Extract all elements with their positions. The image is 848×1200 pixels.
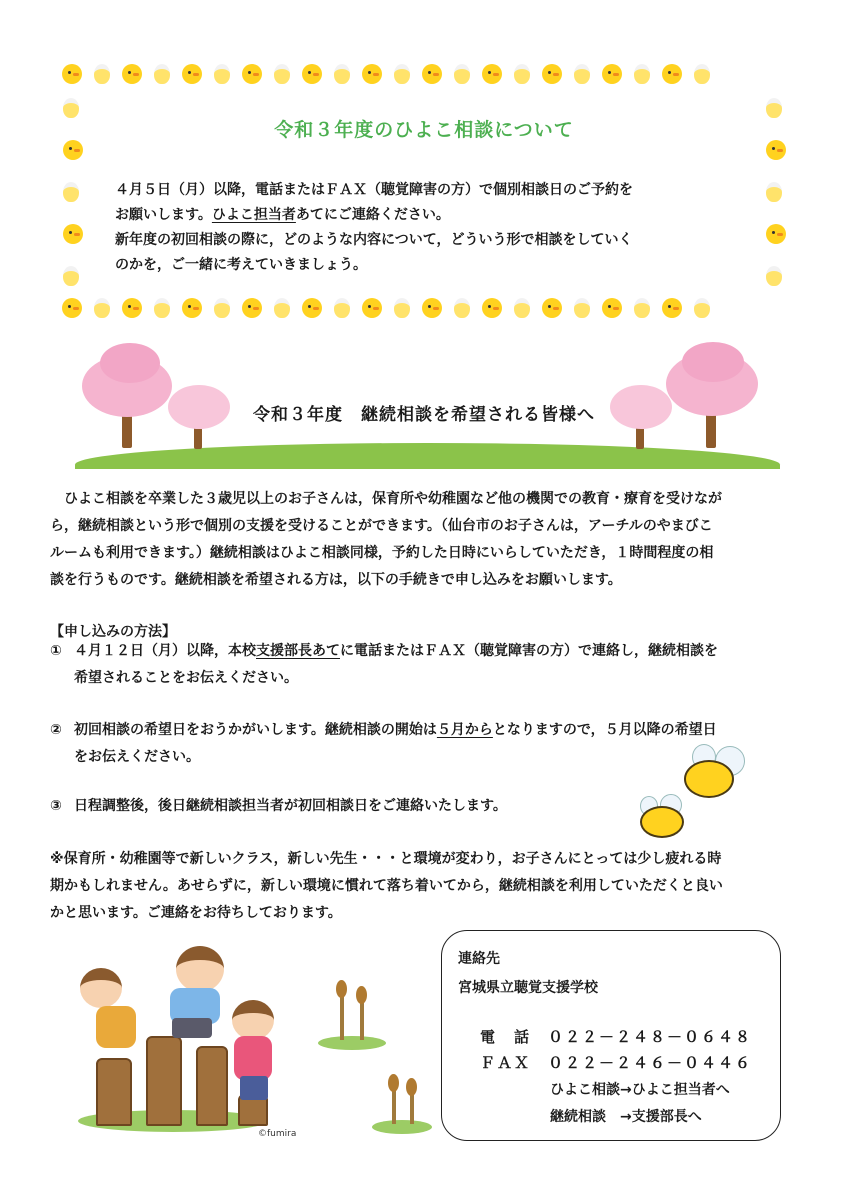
step-1-post: に電話またはＦＡＸ（聴覚障害の方）で連絡し，継続相談を xyxy=(340,643,718,659)
hiyoko-title: 令和３年度のひよこ相談について xyxy=(274,119,574,141)
chick-icon xyxy=(766,224,786,244)
sprout-stem xyxy=(340,992,344,1040)
method-heading: 【申し込みの方法】 xyxy=(50,624,176,640)
fax-number: ０２２－２４６－０４４６ xyxy=(548,1054,753,1072)
support-chief-underlined: 支援部長あて xyxy=(256,643,340,659)
notice-line-2 xyxy=(115,203,715,228)
hatching-egg-icon xyxy=(394,64,410,84)
intro-line-3: ルームも利用できます。）継続相談はひよこ相談同様，予約した日時にいらしていただき，１時間程度の相 xyxy=(50,545,714,561)
chick-icon xyxy=(182,64,202,84)
hatching-egg-icon xyxy=(514,64,530,84)
chick-icon xyxy=(482,64,502,84)
chick-icon xyxy=(122,64,142,84)
chick-icon xyxy=(422,298,442,318)
child-middle-head xyxy=(176,946,224,992)
banner-grass xyxy=(75,443,780,469)
step-2-continuation: をお伝えください。 xyxy=(74,749,200,765)
sprout-icon xyxy=(356,986,367,1004)
hiyoko-notice-text xyxy=(115,178,715,278)
child-middle-legs xyxy=(172,1018,212,1038)
intro-line-2: ら，継続相談という形で個別の支援を受けることができます。（仙台市のお子さんは，アーチルのやまびこ xyxy=(50,518,713,534)
method-step-1 xyxy=(50,638,810,692)
child-right-head xyxy=(232,1000,274,1040)
hatching-egg-icon xyxy=(63,182,79,202)
hatching-egg-icon xyxy=(694,298,710,318)
hatching-egg-icon xyxy=(274,298,290,318)
continuing-consultation-intro xyxy=(50,486,810,594)
note-line-2: 期かもしれません。あせらずに，新しい環境に慣れて落ち着いてから，継続相談を利用していただくと良い xyxy=(50,878,723,894)
child-left-head xyxy=(80,968,122,1008)
contact-phone-row xyxy=(480,1026,752,1047)
step-1-pre: ４月１２日（月）以降，本校 xyxy=(74,643,256,659)
chick-icon xyxy=(242,298,262,318)
chick-icon xyxy=(122,298,142,318)
hatching-egg-icon xyxy=(154,64,170,84)
hatching-egg-icon xyxy=(214,298,230,318)
hatching-egg-icon xyxy=(334,298,350,318)
hatching-egg-icon xyxy=(334,64,350,84)
chick-icon xyxy=(542,64,562,84)
hatching-egg-icon xyxy=(634,298,650,318)
illustration-credit: ©fumira xyxy=(258,1129,297,1139)
chick-icon xyxy=(422,64,442,84)
chick-icon xyxy=(302,64,322,84)
banner-title: 令和３年度 継続相談を希望される皆様へ xyxy=(253,405,595,425)
wooden-post xyxy=(146,1036,182,1126)
chick-border-top xyxy=(62,64,710,84)
hatching-egg-icon xyxy=(274,64,290,84)
chick-border-bottom xyxy=(62,298,710,318)
may-start-underlined: ５月から xyxy=(436,722,493,738)
sprout-grass xyxy=(372,1120,432,1134)
chick-icon xyxy=(63,224,83,244)
chick-icon xyxy=(302,298,322,318)
wooden-post xyxy=(96,1058,132,1126)
hatching-egg-icon xyxy=(634,64,650,84)
child-right-legs xyxy=(240,1076,268,1100)
sprout-grass xyxy=(318,1036,386,1050)
chick-icon xyxy=(62,64,82,84)
hatching-egg-icon xyxy=(94,64,110,84)
hatching-egg-icon xyxy=(766,266,782,286)
fax-label: ＦＡＸ xyxy=(480,1054,532,1072)
intro-line-4: 談を行うものです。継続相談を希望される方は，以下の手続きで申し込みをお願いします。 xyxy=(50,572,622,588)
step-3-number: ③ xyxy=(50,798,62,814)
chick-icon xyxy=(482,298,502,318)
note-line-3: かと思います。ご連絡をお待ちしております。 xyxy=(50,905,342,921)
child-right-body xyxy=(234,1036,272,1080)
contact-heading: 連絡先 xyxy=(458,951,500,967)
hiyoko-contact-person: ひよこ担当者 xyxy=(211,207,296,223)
hatching-egg-icon xyxy=(394,298,410,318)
notice-line-1: ４月５日（月）以降，電話またはＦＡＸ（聴覚障害の方）で個別相談日のご予約を xyxy=(115,182,633,198)
hatching-egg-icon xyxy=(766,182,782,202)
contact-route-hiyoko: ひよこ相談→ひよこ担当者へ xyxy=(550,1082,730,1098)
chick-icon xyxy=(362,298,382,318)
intro-line-1: ひよこ相談を卒業した３歳児以上のお子さんは，保育所や幼稚園など他の機関での教育・療育を受けなが xyxy=(64,491,722,507)
chick-icon xyxy=(542,298,562,318)
hatching-egg-icon xyxy=(154,298,170,318)
hatching-egg-icon xyxy=(574,64,590,84)
chick-icon xyxy=(362,64,382,84)
phone-number: ０２２－２４８－０６４８ xyxy=(548,1028,753,1046)
chick-icon xyxy=(602,64,622,84)
sprout-icon xyxy=(406,1078,417,1096)
notice-line-2-post: あてにご連絡ください。 xyxy=(295,207,450,223)
notice-line-3: 新年度の初回相談の際に，どのような内容について，どういう形で相談をしていく xyxy=(115,232,633,248)
tree-crown-left-big-2 xyxy=(100,343,160,383)
chick-icon xyxy=(62,298,82,318)
chick-icon xyxy=(662,298,682,318)
hatching-egg-icon xyxy=(94,298,110,318)
notice-line-4: のかを，ご一緒に考えていきましょう。 xyxy=(115,257,367,273)
hatching-egg-icon xyxy=(63,266,79,286)
notice-line-2-pre: お願いします。 xyxy=(115,207,212,223)
hatching-egg-icon xyxy=(454,64,470,84)
phone-label: 電 話 xyxy=(480,1028,532,1046)
sprout-stem xyxy=(360,998,364,1040)
wooden-post xyxy=(196,1046,228,1126)
hatching-egg-icon xyxy=(574,298,590,318)
step-3-text: 日程調整後，後日継続相談担当者が初回相談日をご連絡いたします。 xyxy=(74,798,507,814)
step-2-number: ② xyxy=(50,722,62,738)
chick-icon xyxy=(63,140,83,160)
bee-icon xyxy=(684,760,734,798)
step-1-continuation: 希望されることをお伝えください。 xyxy=(74,670,298,686)
bee-icon xyxy=(640,806,684,838)
step-2-pre: 初回相談の希望日をおうかがいします。継続相談の開始は xyxy=(74,722,437,738)
contact-route-continuing: 継続相談 →支援部長へ xyxy=(550,1109,702,1125)
contact-school-name: 宮城県立聴覚支援学校 xyxy=(458,980,598,996)
hatching-egg-icon xyxy=(454,298,470,318)
chick-icon xyxy=(766,140,786,160)
step-2-post: となりますので，５月以降の希望日 xyxy=(492,722,717,738)
note-line-1: ※保育所・幼稚園等で新しいクラス，新しい先生・・・と環境が変わり，お子さんにとっては少し疲れる時 xyxy=(50,851,722,867)
contact-fax-row xyxy=(480,1052,752,1073)
method-step-3 xyxy=(50,793,810,820)
tree-crown-right-big-2 xyxy=(682,342,744,382)
hatching-egg-icon xyxy=(514,298,530,318)
note-paragraph xyxy=(50,846,810,927)
chick-icon xyxy=(242,64,262,84)
hatching-egg-icon xyxy=(214,64,230,84)
chick-icon xyxy=(182,298,202,318)
sprout-icon xyxy=(388,1074,399,1092)
sprout-icon xyxy=(336,980,347,998)
contact-box xyxy=(441,930,781,1141)
chick-icon xyxy=(662,64,682,84)
step-1-number: ① xyxy=(50,643,62,659)
child-left-body xyxy=(96,1006,136,1048)
hatching-egg-icon xyxy=(694,64,710,84)
chick-icon xyxy=(602,298,622,318)
